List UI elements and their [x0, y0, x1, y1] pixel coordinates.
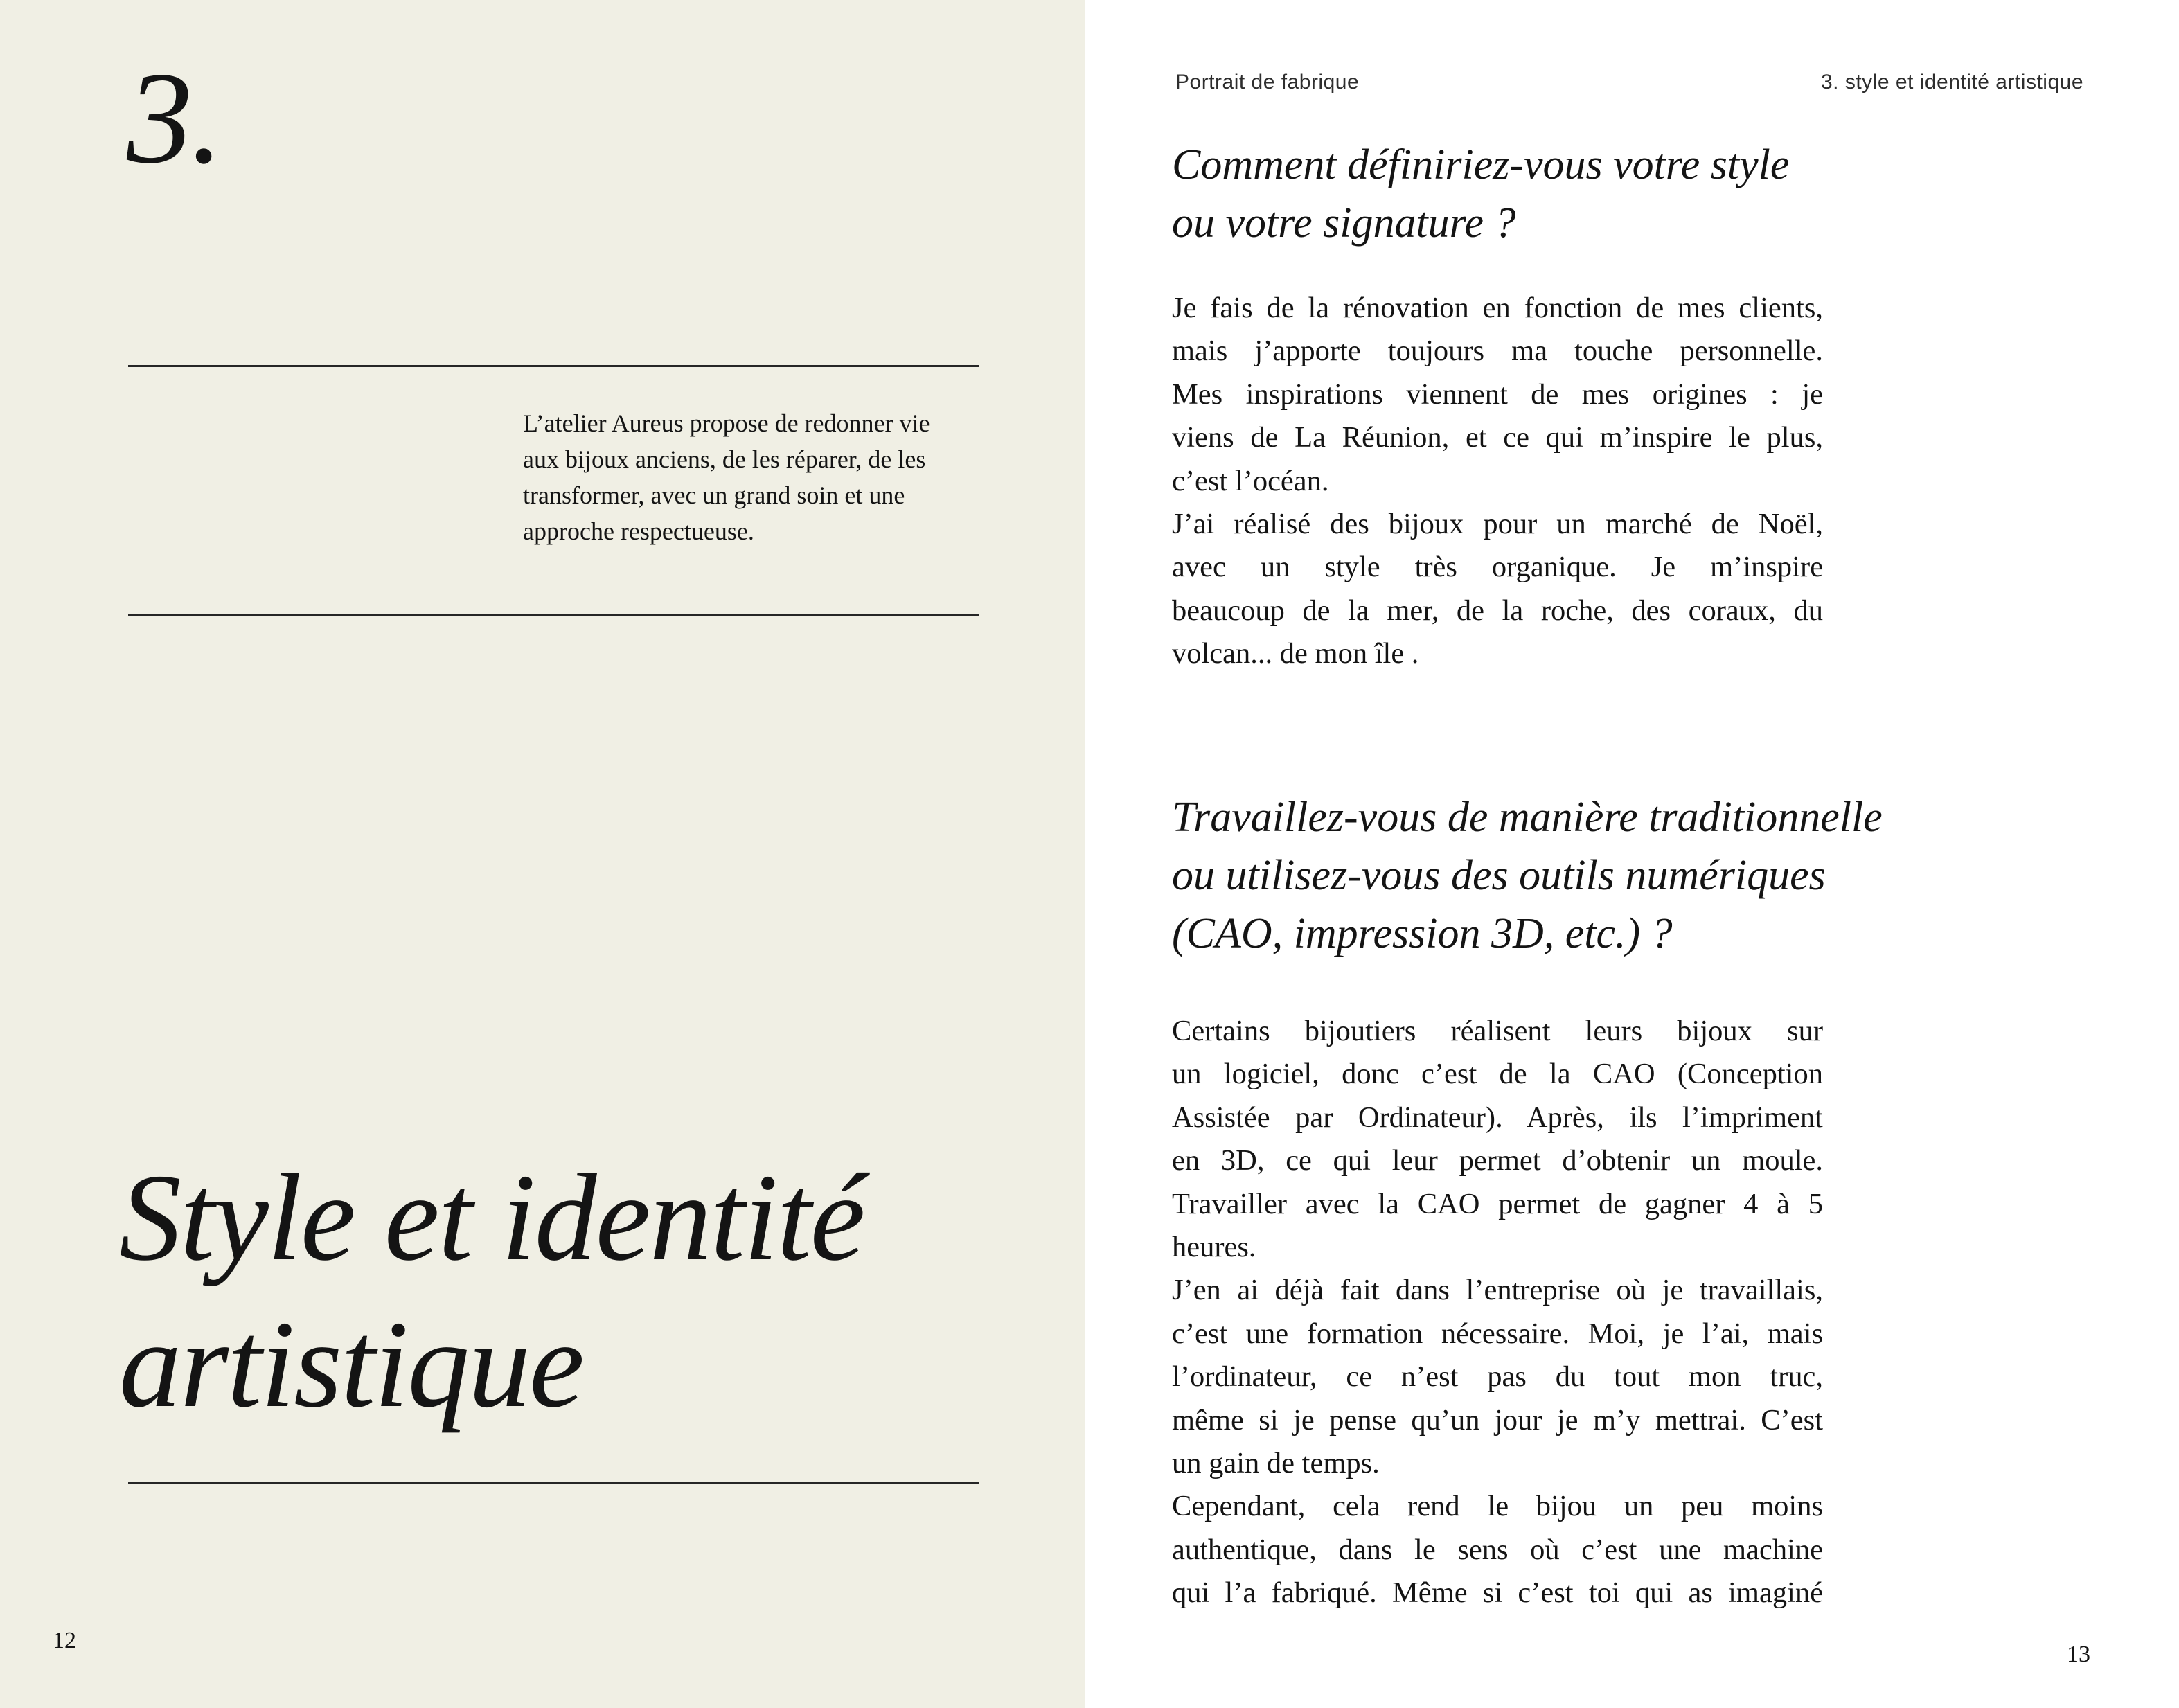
- paragraph-line: heures.: [1172, 1231, 1256, 1264]
- paragraph-line: authentique, dans le sens où c’est une machine: [1172, 1533, 1823, 1566]
- paragraph-line: un gain de temps.: [1172, 1447, 1380, 1480]
- text-line: (CAO, impression 3D, etc.) ?: [1172, 910, 1673, 957]
- paragraph-line: Je fais de la rénovation en fonction de mes clients,: [1172, 292, 1823, 324]
- answer-outils-numeriques: [1172, 1010, 1823, 1615]
- paragraph-line: J’ai réalisé des bijoux pour un marché de Noël,: [1172, 508, 1823, 541]
- paragraph-line: l’ordinateur, ce n’est pas du tout mon truc,: [1172, 1360, 1823, 1394]
- text-line: Style et identité: [119, 1148, 864, 1286]
- paragraph-line: Cependant, cela rend le bijou un peu moins: [1172, 1490, 1823, 1523]
- left-page: [0, 0, 1085, 1708]
- paragraph-line: J’en ai déjà fait dans l’entreprise où je travaillais,: [1172, 1274, 1823, 1307]
- divider-rule-middle: [128, 614, 979, 616]
- paragraph-line: en 3D, ce qui leur permet d’obtenir un moule.: [1172, 1144, 1823, 1177]
- page-number-right: 13: [2067, 1642, 2090, 1667]
- divider-rule-top: [128, 365, 979, 367]
- text-line: approche respectueuse.: [523, 517, 754, 545]
- paragraph-line: volcan... de mon île .: [1172, 637, 1419, 670]
- text-line: L’atelier Aureus propose de redonner vie: [523, 409, 930, 437]
- intro-blurb: [523, 405, 994, 549]
- text-line: Comment définiriez-vous votre style: [1172, 141, 1790, 188]
- text-line: ou utilisez-vous des outils numériques: [1172, 852, 1826, 899]
- paragraph-line: même si je pense qu’un jour je m’y mettrai. C’est: [1172, 1403, 1823, 1436]
- text-line: aux bijoux anciens, de les réparer, de les: [523, 445, 926, 473]
- divider-rule-bottom: [128, 1482, 979, 1484]
- paragraph-line: avec un style très organique. Je m’inspire: [1172, 551, 1823, 584]
- running-header-left: Portrait de fabrique: [1175, 71, 1360, 94]
- text-line: artistique: [119, 1295, 584, 1433]
- running-header-right: 3. style et identité artistique: [1820, 71, 2083, 94]
- paragraph-line: qui l’a fabriqué. Même si c’est toi qui as imaginé: [1172, 1576, 1823, 1610]
- question-outils-numeriques: [1172, 788, 2162, 963]
- paragraph-line: mais j’apporte toujours ma touche personnelle.: [1172, 335, 1823, 368]
- chapter-title: [119, 1144, 864, 1438]
- paragraph-line: c’est une formation nécessaire. Moi, je l’ai, mais: [1172, 1317, 1823, 1350]
- question-style-signature: [1172, 136, 2162, 252]
- text-line: ou votre signature ?: [1172, 199, 1516, 247]
- paragraph-line: Assistée par Ordinateur). Après, ils l’impriment: [1172, 1101, 1823, 1134]
- page-number-left: 12: [53, 1628, 76, 1653]
- paragraph-line: un logiciel, donc c’est de la CAO (Conception: [1172, 1058, 1823, 1091]
- paragraph-line: c’est l’océan.: [1172, 464, 1329, 497]
- paragraph-line: Certains bijoutiers réalisent leurs bijoux sur: [1172, 1015, 1823, 1047]
- answer-style-signature: [1172, 287, 1823, 676]
- text-line: Travaillez-vous de manière traditionnelle: [1172, 794, 1883, 841]
- paragraph-line: beaucoup de la mer, de la roche, des coraux, du: [1172, 594, 1823, 627]
- paragraph-line: viens de La Réunion, et ce qui m’inspire le plus,: [1172, 421, 1823, 454]
- text-line: transformer, avec un grand soin et une: [523, 481, 905, 509]
- paragraph-line: Travailler avec la CAO permet de gagner 4 à 5: [1172, 1187, 1823, 1220]
- chapter-number: 3.: [127, 46, 222, 191]
- paragraph-line: Mes inspirations viennent de mes origines : je: [1172, 377, 1823, 411]
